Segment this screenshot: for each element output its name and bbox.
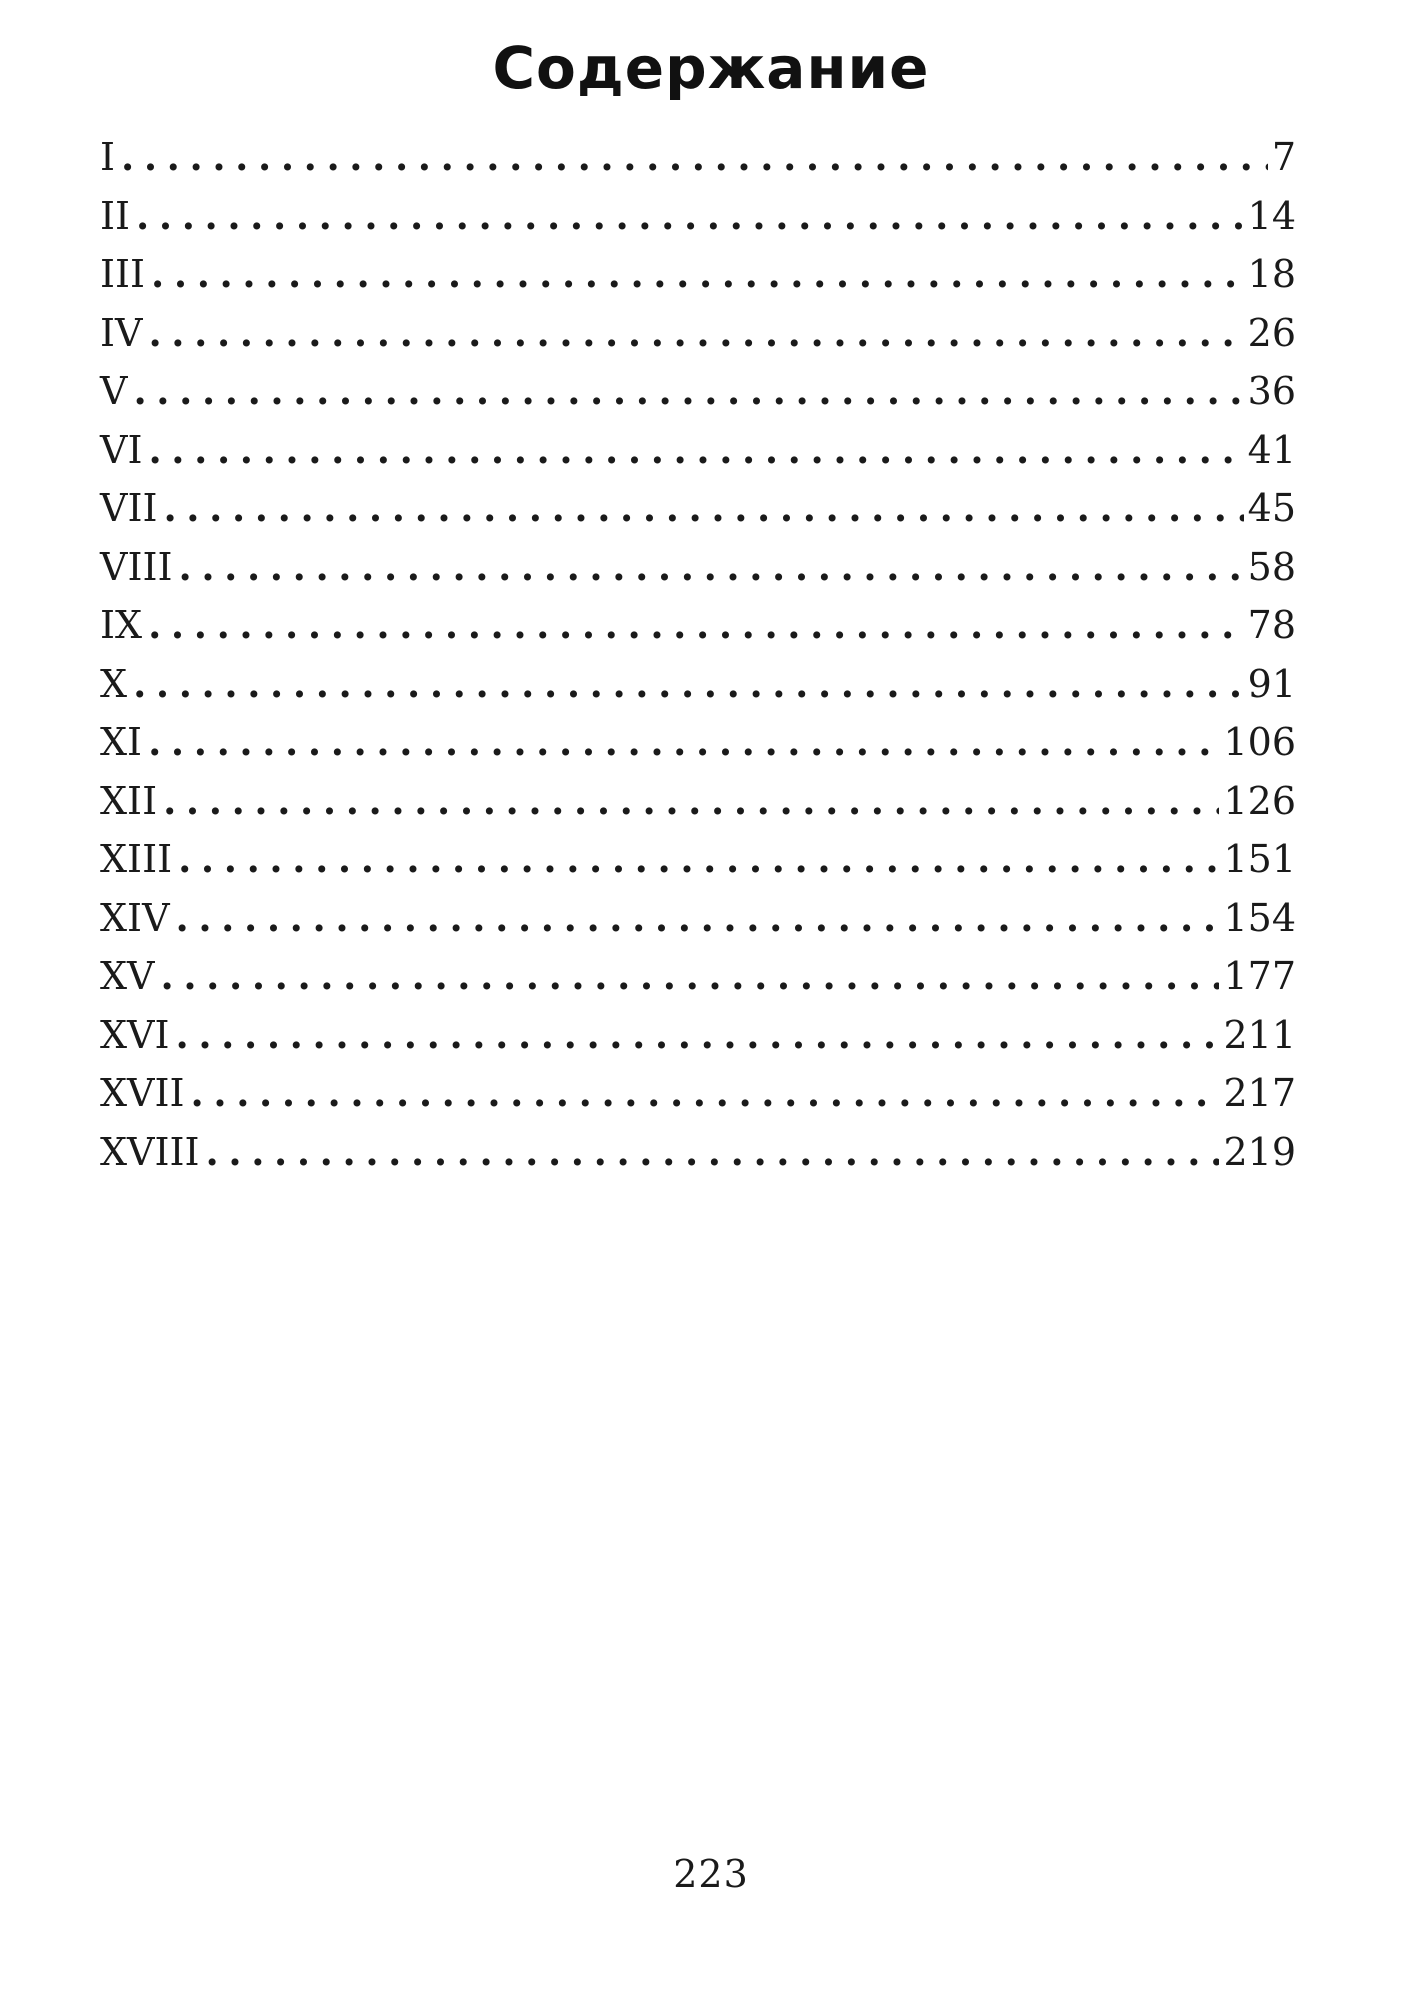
- toc-page-number: 91: [1247, 661, 1296, 706]
- toc-page-number: 18: [1247, 252, 1296, 296]
- toc-chapter-label: XIV: [100, 895, 170, 940]
- toc-page-number: 26: [1247, 310, 1296, 355]
- toc-page-number: 78: [1247, 603, 1296, 647]
- toc-page-number: 126: [1223, 778, 1296, 823]
- toc-leader-dots: [148, 304, 1243, 363]
- toc-entry[interactable]: [100, 596, 1296, 655]
- toc-leader-dots: [121, 128, 1268, 187]
- toc-entry[interactable]: [100, 947, 1296, 1006]
- toc-chapter-label: II: [100, 193, 131, 238]
- toc-chapter-label: VII: [100, 486, 158, 530]
- toc-entry[interactable]: [100, 713, 1296, 772]
- toc-page-number: 211: [1223, 1012, 1296, 1057]
- toc-chapter-label: XII: [100, 778, 158, 823]
- toc-entry[interactable]: [100, 538, 1296, 597]
- toc-entry[interactable]: [100, 830, 1296, 889]
- toc-page-number: 177: [1223, 954, 1296, 998]
- toc-leader-dots: [136, 187, 1244, 246]
- toc-entry[interactable]: [100, 479, 1296, 538]
- toc-leader-dots: [148, 421, 1243, 480]
- toc-chapter-label: IV: [100, 310, 143, 355]
- toc-leader-dots: [148, 596, 1244, 655]
- toc-entry[interactable]: [100, 304, 1296, 363]
- toc-page-number: 36: [1247, 369, 1296, 413]
- toc-page-number: 58: [1247, 544, 1296, 589]
- toc-entry[interactable]: [100, 187, 1296, 246]
- toc-chapter-label: XI: [100, 720, 143, 764]
- toc-chapter-label: XV: [100, 954, 155, 998]
- toc-page-number: 7: [1271, 135, 1296, 179]
- toc-entry[interactable]: [100, 1123, 1296, 1182]
- toc-page-number: 14: [1247, 193, 1296, 238]
- toc-entry[interactable]: [100, 362, 1296, 421]
- toc-chapter-label: XIII: [100, 837, 173, 881]
- toc-chapter-label: IX: [100, 603, 143, 647]
- page-number: 223: [673, 1852, 749, 1896]
- toc-leader-dots: [163, 479, 1243, 538]
- toc-chapter-label: X: [100, 661, 128, 706]
- toc-chapter-label: V: [100, 369, 128, 413]
- toc-leader-dots: [163, 772, 1219, 831]
- toc-page-number: 154: [1223, 895, 1296, 940]
- toc-leader-dots: [206, 1123, 1220, 1182]
- toc-page-number: 217: [1223, 1071, 1296, 1115]
- toc-leader-dots: [151, 245, 1244, 304]
- toc-page-number: 45: [1247, 486, 1296, 530]
- toc-leader-dots: [148, 713, 1219, 772]
- toc-chapter-label: III: [100, 252, 146, 296]
- toc-entry[interactable]: [100, 889, 1296, 948]
- toc-entry[interactable]: [100, 772, 1296, 831]
- toc-chapter-label: XVIII: [100, 1129, 200, 1174]
- toc-page-number: 219: [1223, 1129, 1296, 1174]
- toc-page-number: 151: [1223, 837, 1296, 881]
- table-of-contents: [100, 128, 1296, 1181]
- toc-leader-dots: [178, 538, 1243, 597]
- toc-entry[interactable]: [100, 655, 1296, 714]
- page-title: Содержание: [492, 34, 930, 102]
- toc-chapter-label: I: [100, 135, 116, 179]
- toc-leader-dots: [191, 1064, 1220, 1123]
- toc-leader-dots: [178, 830, 1219, 889]
- toc-chapter-label: XVII: [100, 1071, 185, 1115]
- toc-leader-dots: [133, 655, 1244, 714]
- toc-entry[interactable]: [100, 128, 1296, 187]
- toc-leader-dots: [176, 1006, 1220, 1065]
- toc-page-number: 106: [1223, 720, 1296, 764]
- toc-leader-dots: [133, 362, 1243, 421]
- toc-entry[interactable]: [100, 1006, 1296, 1065]
- toc-chapter-label: XVI: [100, 1012, 170, 1057]
- toc-page-number: 41: [1247, 427, 1296, 472]
- toc-entry[interactable]: [100, 421, 1296, 480]
- toc-leader-dots: [176, 889, 1220, 948]
- toc-entry[interactable]: [100, 245, 1296, 304]
- toc-leader-dots: [161, 947, 1220, 1006]
- toc-entry[interactable]: [100, 1064, 1296, 1123]
- toc-chapter-label: VI: [100, 427, 143, 472]
- toc-chapter-label: VIII: [100, 544, 173, 589]
